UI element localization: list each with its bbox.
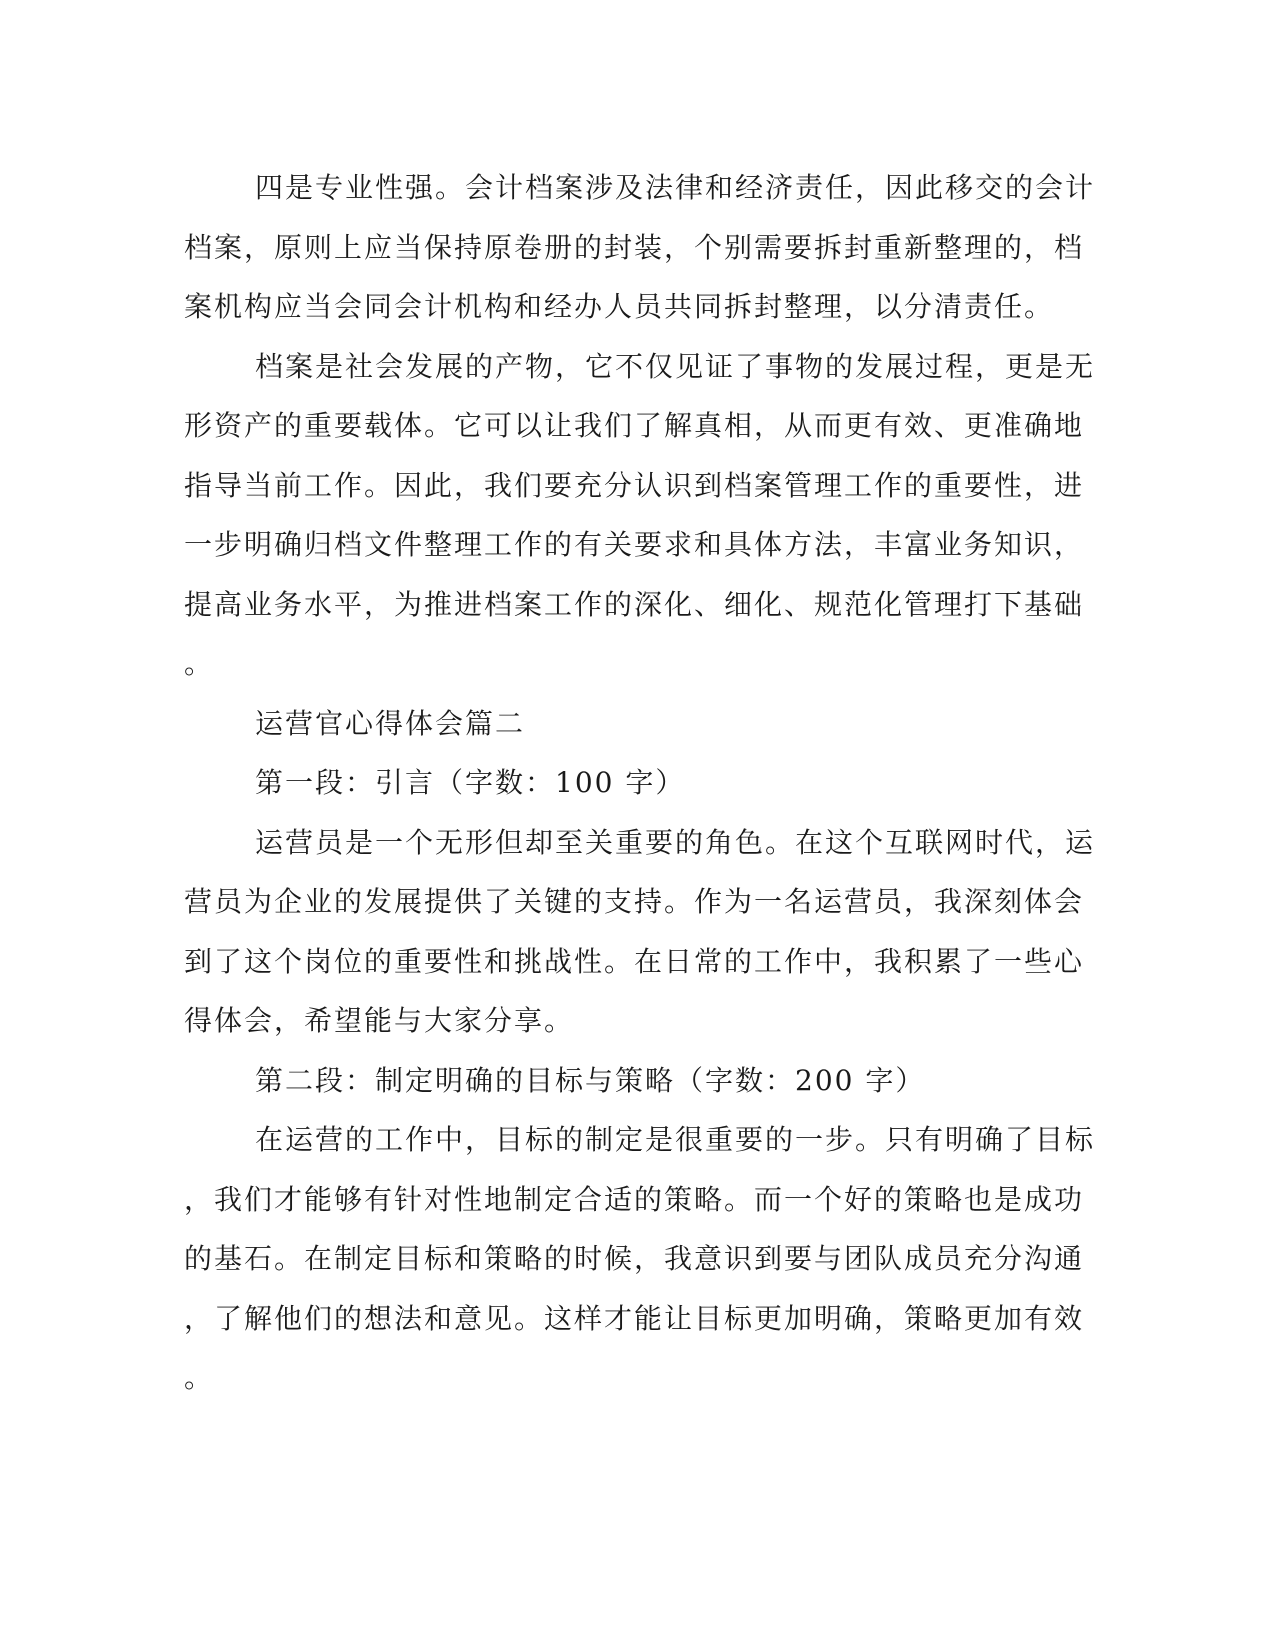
paragraph-line: 提高业务水平，为推进档案工作的深化、细化、规范化管理打下基础 <box>184 587 1085 621</box>
paragraph-line: ，了解他们的想法和意见。这样才能让目标更加明确，策略更加有效 <box>184 1301 1085 1335</box>
paragraph-line: 档案是社会发展的产物，它不仅见证了事物的发展过程，更是无 <box>255 349 1096 383</box>
paragraph-line: 营员为企业的发展提供了关键的支持。作为一名运营员，我深刻体会 <box>184 885 1085 918</box>
paragraph-line: 的基石。在制定目标和策略的时候，我意识到要与团队成员充分沟通 <box>184 1242 1085 1275</box>
paragraph-line: 一步明确归档文件整理工作的有关要求和具体方法，丰富业务知识， <box>184 528 1085 561</box>
paragraph-line: 指导当前工作。因此，我们要充分认识到档案管理工作的重要性，进 <box>184 468 1085 502</box>
paragraph-line: 。 <box>184 647 215 680</box>
paragraph-line: 档案，原则上应当保持原卷册的封装，个别需要拆封重新整理的，档 <box>184 230 1085 264</box>
section-title: 运营官心得体会篇二 <box>255 706 526 740</box>
paragraph-line: ，我们才能够有针对性地制定合适的策略。而一个好的策略也是成功 <box>184 1182 1085 1216</box>
paragraph-line: 到了这个岗位的重要性和挑战性。在日常的工作中，我积累了一些心 <box>184 944 1085 978</box>
paragraph-line: 。 <box>184 1361 215 1394</box>
paragraph-line: 四是专业性强。会计档案涉及法律和经济责任，因此移交的会计 <box>255 171 1096 204</box>
paragraph-line: 运营员是一个无形但却至关重要的角色。在这个互联网时代，运 <box>255 825 1096 859</box>
document-body <box>184 158 1096 1408</box>
section-heading: 第一段：引言（字数：100 字） <box>255 766 686 799</box>
paragraph-line: 得体会，希望能与大家分享。 <box>184 1004 575 1037</box>
section-heading: 第二段：制定明确的目标与策略（字数：200 字） <box>255 1063 926 1097</box>
paragraph-line: 案机构应当会同会计机构和经办人员共同拆封整理，以分清责任。 <box>184 290 1055 323</box>
paragraph-line: 在运营的工作中，目标的制定是很重要的一步。只有明确了目标 <box>255 1123 1096 1156</box>
paragraph-line: 形资产的重要载体。它可以让我们了解真相，从而更有效、更准确地 <box>184 409 1085 442</box>
